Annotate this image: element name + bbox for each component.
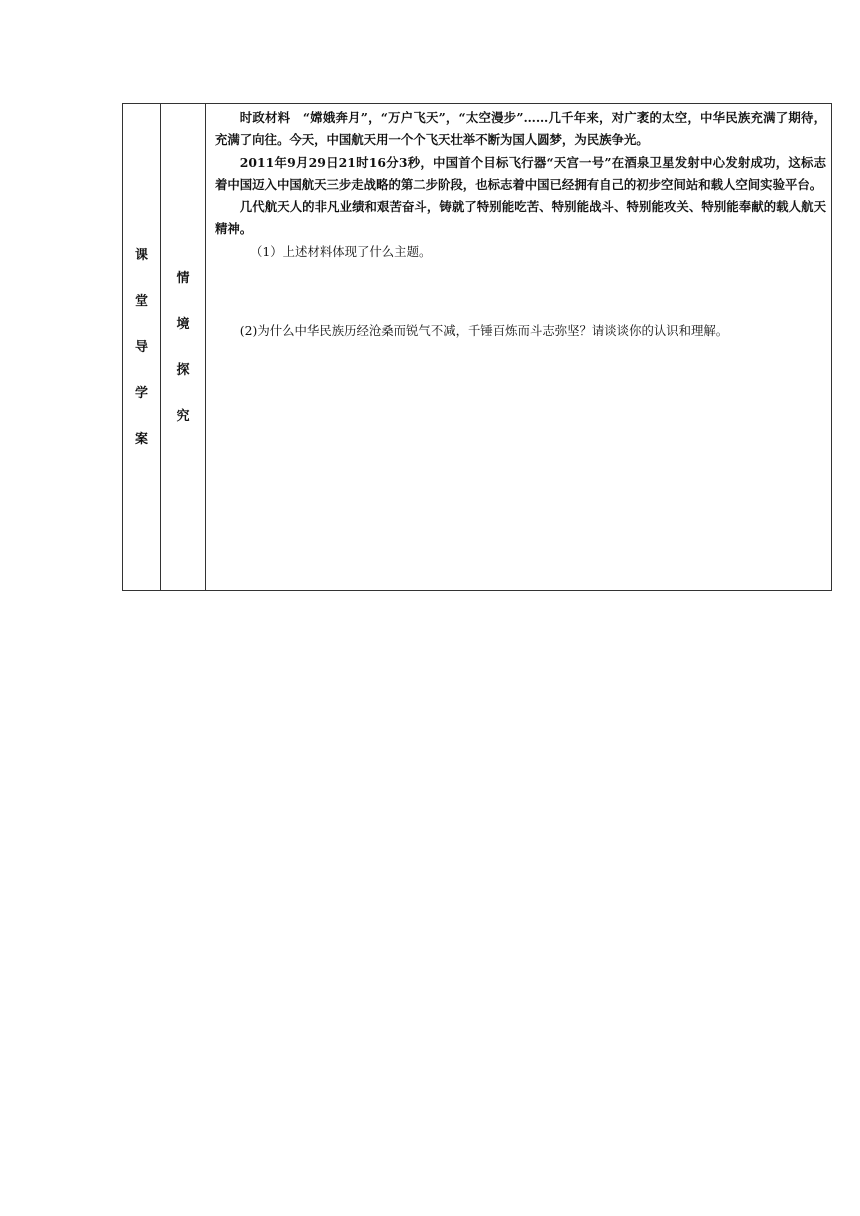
section-label-char: 案: [134, 432, 148, 447]
question-2: (2)为什么中华民族历经沧桑而锐气不减，千锤百炼而斗志弥坚？请谈谈你的认识和理解。: [239, 323, 729, 339]
material-paragraph: 几代航天人的非凡业绩和艰苦奋斗，铸就了特别能吃苦、特别能战斗、特别能攻关、特别能奉献的载人航天精神。: [215, 199, 826, 237]
subsection-label-char: 探: [176, 363, 190, 378]
subsection-label-column: [161, 104, 206, 590]
section-label-column: [123, 104, 161, 590]
subsection-label-char: 究: [176, 409, 190, 424]
subsection-label-char: 情: [176, 271, 190, 286]
question-1: （1）上述材料体现了什么主题。: [250, 243, 432, 259]
section-label-char: 导: [134, 340, 148, 355]
section-label-char: 学: [134, 386, 148, 401]
section-label-char: 课: [134, 248, 148, 263]
material-paragraph: 时政材料 “嫦娥奔月”，“万户飞天”，“太空漫步”……几千年来，对广袤的太空，中华民族充满了期待，充满了向往。今天，中国航天用一个个飞天壮举不断为国人圆梦，为民族争光。: [215, 110, 826, 148]
content-cell: [206, 104, 831, 590]
material-paragraph: 2011年9月29日21时16分3秒，中国首个目标飞行器“天宫一号”在酒泉卫星发射中心发射成功，这标志着中国迈入中国航天三步走战略的第二步阶段，也标志着中国已经拥有自己的初步空间站和载人空间实验平台。: [215, 154, 826, 192]
subsection-label-char: 境: [176, 317, 190, 332]
lesson-table: [122, 103, 832, 591]
answer-space-1: [215, 263, 826, 320]
section-label-char: 堂: [134, 294, 148, 309]
